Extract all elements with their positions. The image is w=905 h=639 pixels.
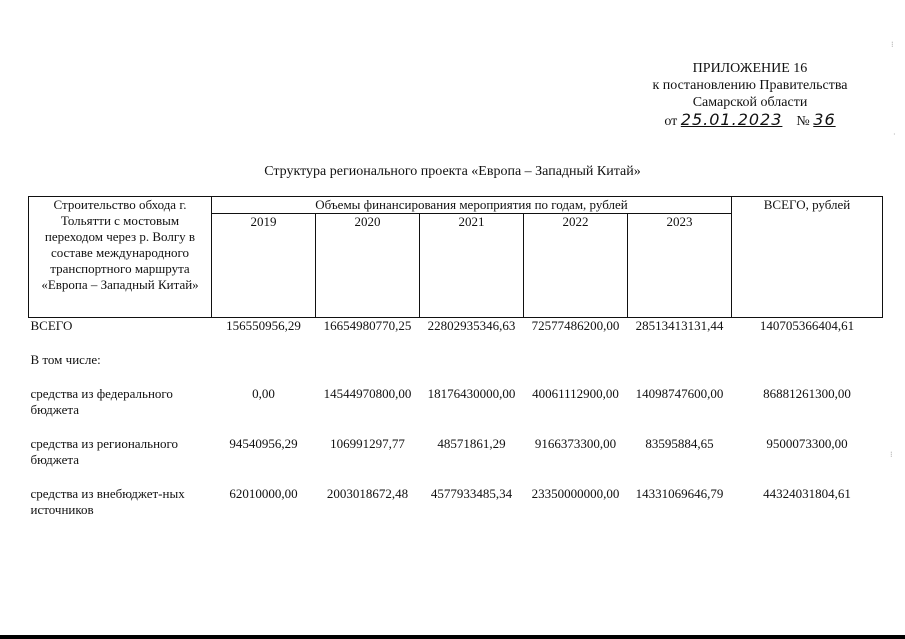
cell-value: 28513413131,44	[635, 318, 724, 333]
scan-speck: ⁝	[891, 40, 894, 49]
year-header: 2023	[628, 214, 732, 318]
appendix-block	[600, 60, 900, 130]
year-header: 2020	[316, 214, 420, 318]
cell-value: 18176430000,00	[427, 386, 516, 401]
project-column-header: Строительство обхода г. Тольятти с мостовым переходом через р. Волгу в составе международного транспортного маршрута «Европа – Западный Китай»	[29, 197, 212, 318]
cell-value: 14544970800,00	[323, 386, 412, 401]
number-prefix: №	[796, 114, 810, 129]
cell-value: 94540956,29	[229, 436, 298, 451]
cell-value: 14331069646,79	[635, 486, 724, 501]
table-row	[29, 352, 883, 368]
handwritten-date: 25.01.2023	[680, 110, 783, 129]
document-title: Структура регионального проекта «Европа – Западный Китай»	[264, 164, 641, 179]
table-row	[29, 436, 883, 468]
row-label: В том числе:	[30, 352, 101, 367]
row-label: ВСЕГО	[30, 318, 73, 333]
cell-value: 44324031804,61	[763, 486, 851, 501]
financing-table	[28, 196, 883, 518]
table-row	[29, 318, 883, 335]
cell-value: 86881261300,00	[763, 386, 851, 401]
scan-speck: ·	[893, 130, 896, 139]
year-header: 2022	[524, 214, 628, 318]
date-prefix: от	[664, 114, 678, 129]
scan-bottom-edge	[0, 635, 905, 639]
cell-value: 2003018672,48	[326, 486, 409, 501]
cell-value: 9500073300,00	[766, 436, 848, 451]
year-header: 2021	[420, 214, 524, 318]
cell-value: 40061112900,00	[532, 386, 619, 401]
scan-edge-marks	[889, 10, 899, 610]
cell-value: 106991297,77	[330, 436, 405, 451]
year-header: 2019	[212, 214, 316, 318]
appendix-resolution: к постановлению Правительства	[652, 78, 848, 93]
cell-value: 62010000,00	[229, 486, 298, 501]
cell-value: 16654980770,25	[323, 318, 412, 333]
cell-value: 48571861,29	[437, 436, 506, 451]
cell-value: 72577486200,00	[531, 318, 620, 333]
appendix-region: Самарской области	[692, 95, 808, 110]
cell-value: 22802935346,63	[427, 318, 516, 333]
row-label: средства из внебюджет-ных источников	[30, 486, 185, 517]
appendix-date-line	[600, 111, 900, 130]
cell-value: 9166373300,00	[534, 436, 617, 451]
cell-value: 140705366404,61	[759, 318, 855, 333]
table-row	[29, 486, 883, 518]
cell-value: 156550956,29	[226, 318, 301, 333]
cell-value: 0,00	[252, 386, 275, 401]
total-column-header: ВСЕГО, рублей	[732, 197, 883, 318]
table-row	[29, 386, 883, 418]
cell-value: 23350000000,00	[531, 486, 620, 501]
scan-speck: ⁝	[890, 450, 893, 459]
handwritten-number: 36	[813, 110, 836, 129]
funding-group-header: Объемы финансирования мероприятия по годам, рублей	[212, 197, 732, 214]
cell-value: 14098747600,00	[635, 386, 724, 401]
row-label: средства из федерального бюджета	[30, 386, 173, 417]
row-label: средства из регионального бюджета	[30, 436, 179, 467]
appendix-title: ПРИЛОЖЕНИЕ 16	[692, 61, 808, 76]
cell-value: 4577933485,34	[430, 486, 513, 501]
cell-value: 83595884,65	[645, 436, 714, 451]
